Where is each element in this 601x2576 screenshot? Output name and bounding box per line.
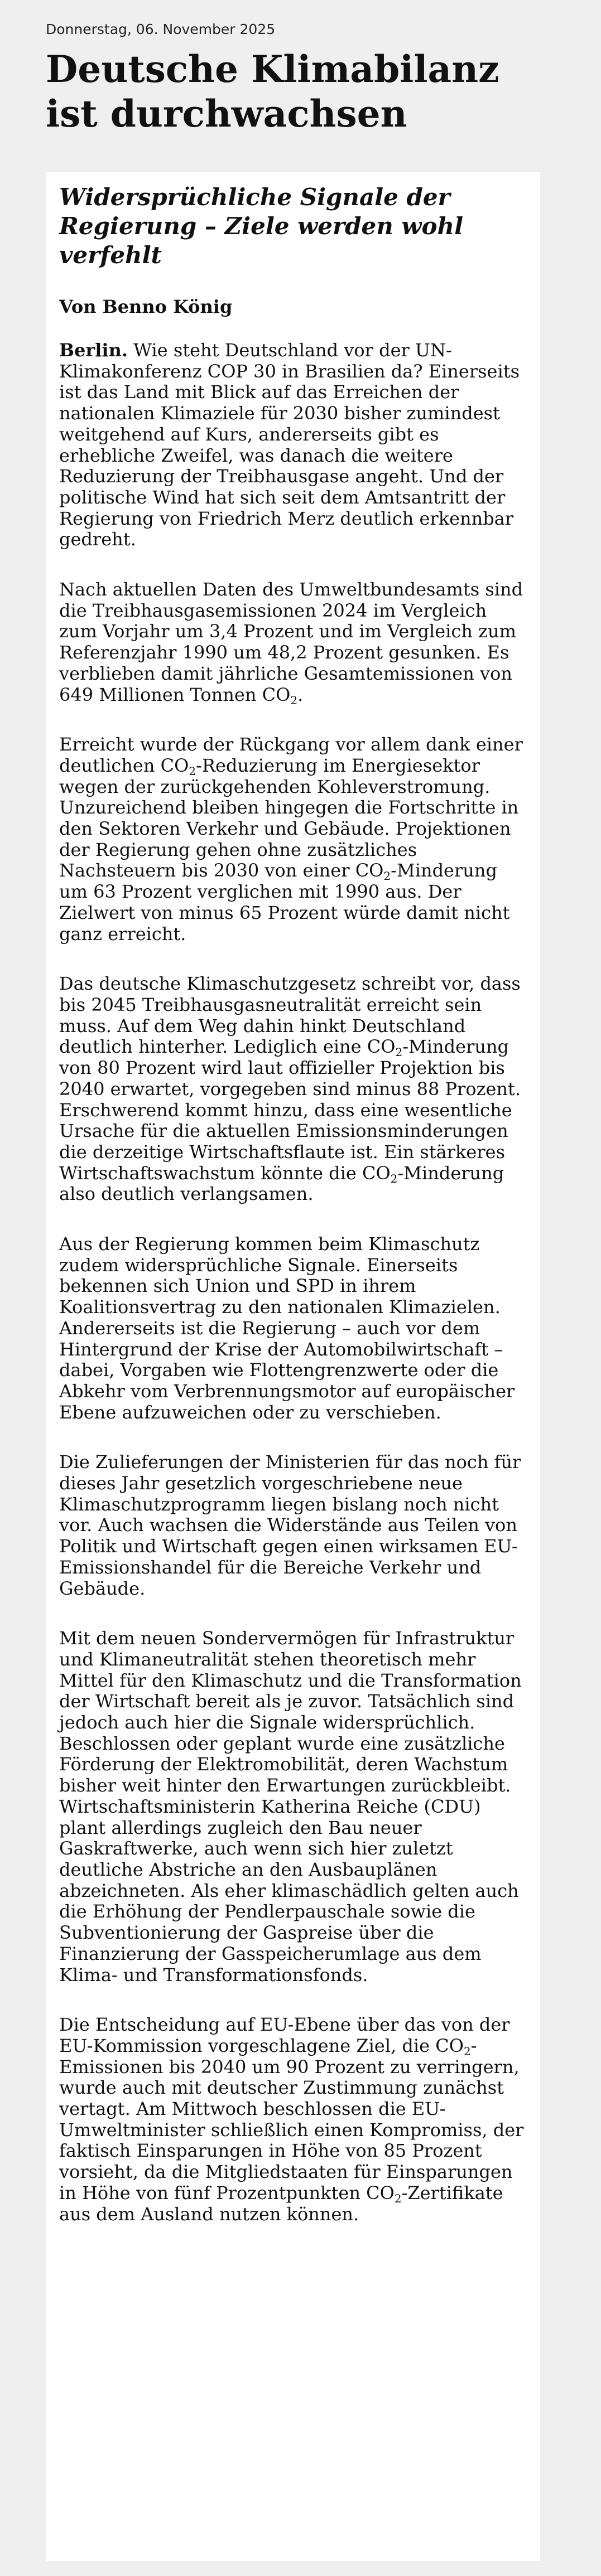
paragraph-3-text-a: Erreicht wurde der Rückgang vor allem dank einer deutlichen: [59, 734, 523, 776]
article-headline: Deutsche Klimabilanz ist durchwachsen: [46, 47, 499, 135]
paragraph-5: Aus der Regierung kommen beim Klimaschutz zudem widersprüchliche Signale. Einerseits bekennen sich Union und SPD in ihrem Koalitionsvertrag zu den nationalen Klimazielen. Andererseits ist die Regierung – auch vor dem Hintergrund der Krise der Automobilwirtschaft – dabei, Vorgaben wie Flottengrenzwerte oder die Abkehr vom Verbrennungsmotor auf europäischer Ebene aufzuweichen oder zu verschieben.: [59, 1233, 515, 1423]
paragraph-2: [59, 579, 527, 705]
co2-term: $CO_2$: [160, 754, 196, 778]
co2-term: $CO_2$: [355, 860, 391, 883]
co2-term: $CO_2$: [435, 2035, 471, 2058]
paragraph-1-text: Wie steht Deutschland vor der UN-Klimakonferenz COP 30 in Brasilien da? Einerseits ist das Land mit Blick auf das Erreichen der nationalen Klimaziele für 2030 bisher zumindest weitgehend auf Kurs, andererseits gibt es erhebliche Zweifel, was danach die weitere Reduzierung der Treibhausgase angeht. Und der politische Wind hat sich seit dem Amtsantritt der Regierung von Friedrich Merz deutlich erkennbar gedreht.: [59, 340, 520, 550]
paragraph-4: [59, 974, 527, 1205]
paragraph-3-text-b: -Reduzierung im Energiesektor wegen der zurückgehenden Kohleverstromung. Unzureichend bleiben hingegen die Fortschritte in den Sektoren Verkehr und Gebäude. Projektionen der Regierung gehen ohne zusätzliches Nachsteuern bis 2030 von einer: [59, 754, 519, 882]
paragraph-4-text-b: -Minderung von 80 Prozent wird laut offizieller Projektion bis 2040 erwartet, vorgegeben sind minus 88 Prozent. Erschwerend kommt hinzu, dass eine wesentliche Ursache für die aktuellen Emissionsminderungen die derzeitige Wirtschaftsflaute ist. Ein stärkeres Wirtschaftswachstum könnte die: [59, 1036, 521, 1184]
paragraph-3-text-c: -Minderung um 63 Prozent verglichen mit 1990 aus. Der Zielwert von minus 65 Prozent würde damit nicht ganz erreicht.: [59, 860, 510, 945]
paragraph-4-text-c: -Minderung also deutlich verlangsamen.: [59, 1162, 504, 1205]
paragraph-8-text-a: Die Entscheidung auf EU-Ebene über das von der EU-Kommission vorgeschlagene Ziel, die: [59, 2014, 510, 2056]
co2-term: $CO_2$: [262, 684, 298, 707]
paragraph-4-text-a: Das deutsche Klimaschutzgesetz schreibt vor, dass bis 2045 Treibhausgasneutralität erreicht sein muss. Auf dem Weg dahin hinkt Deutschland deutlich hinterher. Lediglich eine: [59, 973, 521, 1058]
paragraph-1: [59, 340, 527, 550]
co2-term: $CO_2$: [362, 1162, 398, 1185]
paragraph-6: Die Zulieferungen der Ministerien für das noch für dieses Jahr gesetzlich vorgeschriebene neue Klimaschutzprogramm liegen bislang noch nicht vor. Auch wachsen die Widerstände aus Teilen von Politik und Wirtschaft gegen einen wirksamen EU-Emissionshandel für die Bereiche Verkehr und Gebäude.: [59, 1451, 521, 1599]
co2-term: $CO_2$: [366, 2182, 402, 2205]
paragraph-8-text-c: -Zertifikate aus dem Ausland nutzen können.: [59, 2182, 503, 2225]
paragraph-2-text: Nach aktuellen Daten des Umweltbundesamts sind die Treibhausgasemissionen 2024 im Vergleich zum Vorjahr um 3,4 Prozent und im Vergleich zum Referenzjahr 1990 um 48,2 Prozent gesunken. Es verblieben damit jährliche Gesamtemissionen von 649 Millionen Tonnen: [59, 579, 523, 705]
paragraph-2-end: .: [297, 684, 304, 705]
co2-term: $CO_2$: [367, 1036, 403, 1059]
paragraph-8-text-b: -Emissionen bis 2040 um 90 Prozent zu verringern, wurde auch mit deutscher Zustimmung zunächst vertagt. Am Mittwoch beschlossen die EU-Umweltminister schließlich einen Kompromiss, der faktisch Einsparungen in Höhe von 85 Prozent vorsieht, da die Mitgliedstaaten für Einsparungen in Höhe von fünf Prozentpunkten: [59, 2035, 524, 2204]
paragraph-8: [59, 2015, 527, 2225]
paragraph-3: [59, 734, 527, 945]
article-card: [46, 172, 540, 2561]
dateline-city: Berlin.: [59, 340, 128, 361]
article-author: Von Benno König: [59, 296, 233, 317]
publication-date: Donnerstag, 06. November 2025: [46, 21, 276, 37]
article-subtitle: Widersprüchliche Signale der Regierung – Ziele werden wohl verfehlt: [59, 183, 464, 269]
paragraph-7: Mit dem neuen Sondervermögen für Infrastruktur und Klimaneutralität stehen theoretisch mehr Mittel für den Klimaschutz und die Transformation der Wirtschaft bereit als je zuvor. Tatsächlich sind jedoch auch hier die Signale widersprüchlich. Beschlossen oder geplant wurde eine zusätzliche Förderung der Elektromobilität, deren Wachstum bisher weit hinter den Erwartungen zurückbleibt. Wirtschaftsministerin Katherina Reiche (CDU) plant allerdings zugleich den Bau neuer Gaskraftwerke, auch wenn sich hier zuletzt deutliche Abstriche an den Ausbauplänen abzeichneten. Als eher klimaschädlich gelten auch die Erhöhung der Pendlerpauschale sowie die Subventionierung der Gaspreise über die Finanzierung der Gasspeicherumlage aus dem Klima- und Transformationsfonds.: [59, 1628, 522, 1986]
